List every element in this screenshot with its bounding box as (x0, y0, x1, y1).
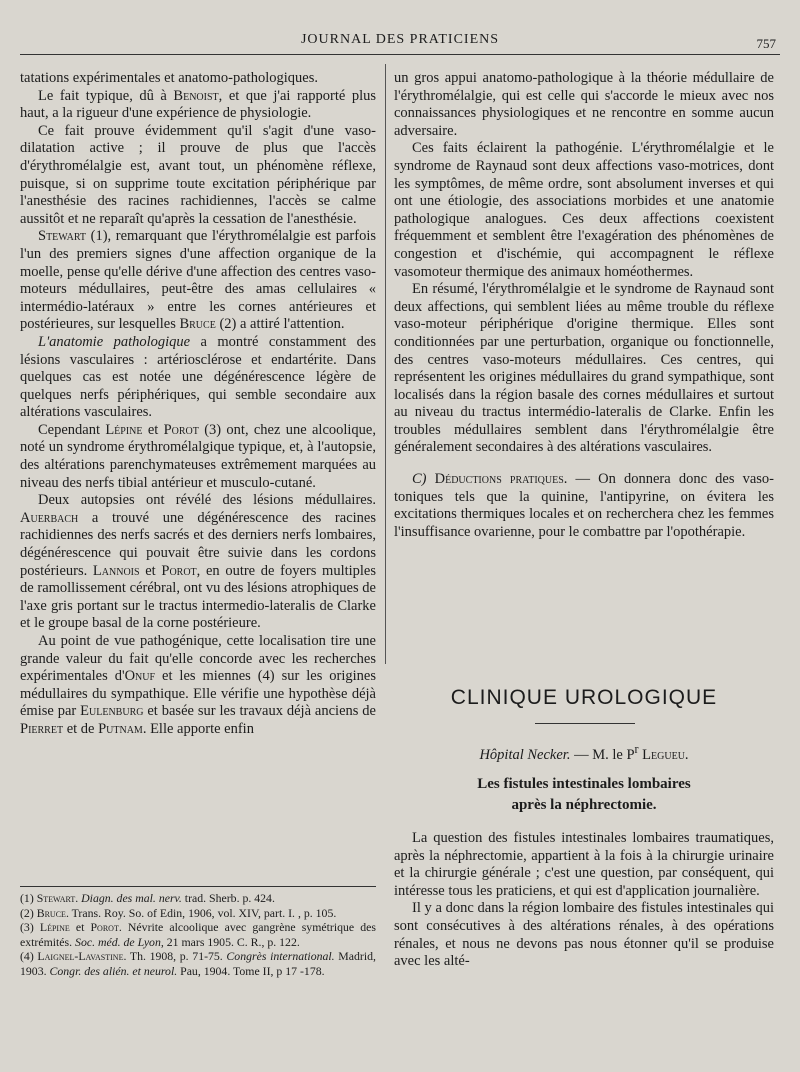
footnote: (1) Stewart. Diagn. des mal. nerv. trad. Sherb. p. 424. (20, 891, 275, 905)
author-name: Legueu (642, 746, 685, 763)
hospital-byline: Hôpital Necker. — M. le $P^r$ Legueu. (479, 742, 689, 763)
paragraph: Stewart (1), remarquant que l'érythromélalgie est parfois l'un des premiers signes d'une affection organique de la moelle, pense qu'elle dérive d'une affection des centres vaso-moteurs médullaires, peut-être des amas cellulaires « intermédio-latéraux » entre les cornes antérieures et postérieures, sur lesquelles Bruce (2) a attiré l'attention. (20, 228, 376, 333)
subsection-heading: Déductions pratiques (434, 471, 564, 488)
paragraph: Ces faits éclairent la pathogénie. L'érythromélalgie et le syndrome de Raynaud sont deux affections vaso-motrices, dont les symptômes, de même ordre, sont absolument inverses et qui ont une étiologie, des associations morbides et une anatomie pathologique analogues. Ces deux affections coexistent fréquemment et semblent être l'exagération des phénomènes de congestion et d'ischémie, qui accompagnent le réflexe vasomoteur thermique des animaux homéothermes. (394, 140, 774, 280)
paragraph: Au point de vue pathogénique, cette localisation tire une grande valeur du fait qu'elle concorde avec les recherches expérimentales d'Onuf et les miennes (4) sur les origines médullaires du sympathique. Elle vérifie une hypothèse déjà émise par Eulenburg et basée sur les travaux déjà anciens de Pierret et de Putnam. Elle apporte enfin (20, 633, 376, 737)
author-name: Pierret (20, 720, 64, 737)
author-name: Onuf (124, 668, 156, 685)
author-name: Putnam (98, 720, 143, 737)
paragraph: Il y a donc dans la région lombaire des fistules intestinales qui sont consécutives à des altérations rénales, à des opérations rénales, et nous ne devons pas nous étonner qu'il se produise avec les alté- (394, 900, 774, 970)
author-name: Benoist (173, 87, 219, 104)
paragraph: L'anatomie pathologique a montré constamment des lésions vasculaires : artériosclérose et endartérite. Dans quelques cas est notée une dégénérescence légère de quelques nerfs périphériques, qui semble secondaire aux altérations vasculaires. (20, 333, 376, 421)
journal-title: JOURNAL DES PRATICIENS (300, 32, 500, 47)
right-column (394, 70, 774, 541)
paragraph: Le fait typique, dû à Benoist, et que j'ai rapporté plus haut, a la rigueur d'une expérience de physiologie. (20, 87, 377, 122)
author-name: Bruce (179, 316, 216, 333)
paragraph: Ce fait prouve évidemment qu'il s'agit d'une vaso-dilatation active ; il prouve de plus que l'accès d'érythromélalgie est, avant tout, un phénomène réflexe, puisque, si on supprime toute excitation périphérique par l'anesthésie des racines rachidiennes, l'accès se calme aussitôt et ne reparaît qu'après la cessation de l'anesthésie. (20, 122, 376, 227)
author-name: Stewart (38, 228, 87, 245)
section-rule (535, 723, 635, 724)
left-column (20, 70, 376, 739)
section-title: CLINIQUE UROLOGIQUE (450, 686, 718, 709)
footnote: (4) Laignel-Lavastine. Th. 1908, p. 71-75. Congrès international. Madrid, 1903. Congr. des alién. et neurol. Pau, 1904. Tome II, p 17 -178. (20, 949, 376, 978)
paragraph: un gros appui anatomo-pathologique à la théorie médullaire de l'érythromélalgie, qui est celle qui s'accorde le mieux avec nos connaissances physiologiques et ne rencontre en somme aucun adversaire. (394, 70, 774, 139)
author-name: Porot (163, 421, 199, 438)
header-rule (20, 54, 780, 55)
paragraph: En résumé, l'érythromélalgie et le syndrome de Raynaud sont deux affections, qui semblent liées au même trouble du réflexe vaso-moteur périphérique d'origine thermique. Elles sont conditionnées par une perturbation, organique ou fonctionnelle, des centres vaso-moteurs médullaires. Ces centres, qui représentent les origines médullaires du grand sympathique, sont localisés dans la région basale des cornes médullaires et surtout au niveau du tractus intermédio-lateralis de Clarke. Enfin les troubles médullaires semblent dans l'érythromélalgie être généralement secondaires à des altérations vasculaires. (394, 281, 774, 456)
paragraph: C) Déductions pratiques. — On donnera donc des vaso-toniques tels que la quinine, l'antipyrine, on évitera les excitations thermiques locales et on recherchera chez les femmes l'insuffisance ovarienne, pour le combattre par l'opothérapie. (394, 471, 774, 540)
paragraph: Deux autopsies ont révélé des lésions médullaires. Auerbach a trouvé une dégénérescence des racines rachidiennes des nerfs sacrés et des derniers nerfs lombaires, dégénérescence qui pouvait être suivie dans les cordons postérieurs. Lannois et Porot, en outre de foyers multiples de ramollissement cérébral, ont vu des lésions atrophiques de l'axe gris portant sur le tractus intermedio-lateralis de Clarke et le groupe basal de la corne postérieure. (20, 492, 377, 632)
paragraph: Cependant Lépine et Porot (3) ont, chez une alcoolique, noté un syndrome érythromélalgique typique, et, à l'autopsie, des altérations parenchymateuses extrêmement marquées au niveau des nerfs tibial antérieur et musculo-cutané. (20, 421, 376, 491)
column-divider (385, 64, 386, 664)
author-name: Lannois (92, 562, 140, 579)
author-name: Auerbach (20, 509, 79, 526)
article-title: Les fistules intestinales lombaires après la néphrectomie. (477, 776, 691, 813)
paragraph: tatations expérimentales et anatomo-pathologiques. (20, 70, 318, 86)
author-name: Lépine (105, 421, 143, 438)
footnote: (3) Lépine et Porot. Névrite alcoolique avec gangrène symétrique des extrémités. Soc. méd. de Lyon, 21 mars 1905. C. R., p. 122. (20, 920, 376, 949)
footnotes (20, 886, 376, 979)
footnote: (2) Bruce. Trans. Roy. So. of Edin, 1906, vol. XIV, part. I. , p. 105. (20, 905, 337, 920)
running-head (20, 30, 780, 52)
page-number: 757 (756, 36, 776, 51)
author-name: Eulenburg (80, 703, 144, 720)
author-name: Porot (161, 562, 197, 579)
paragraph: La question des fistules intestinales lombaires traumatiques, après la néphrectomie, appartient à la fois à la chirurgie urinaire et la chirurgie générale ; c'est une question, par conséquent, qui intéresse tous les praticiens, et qui est d'application journalière. (394, 830, 774, 899)
article-body (394, 830, 774, 971)
